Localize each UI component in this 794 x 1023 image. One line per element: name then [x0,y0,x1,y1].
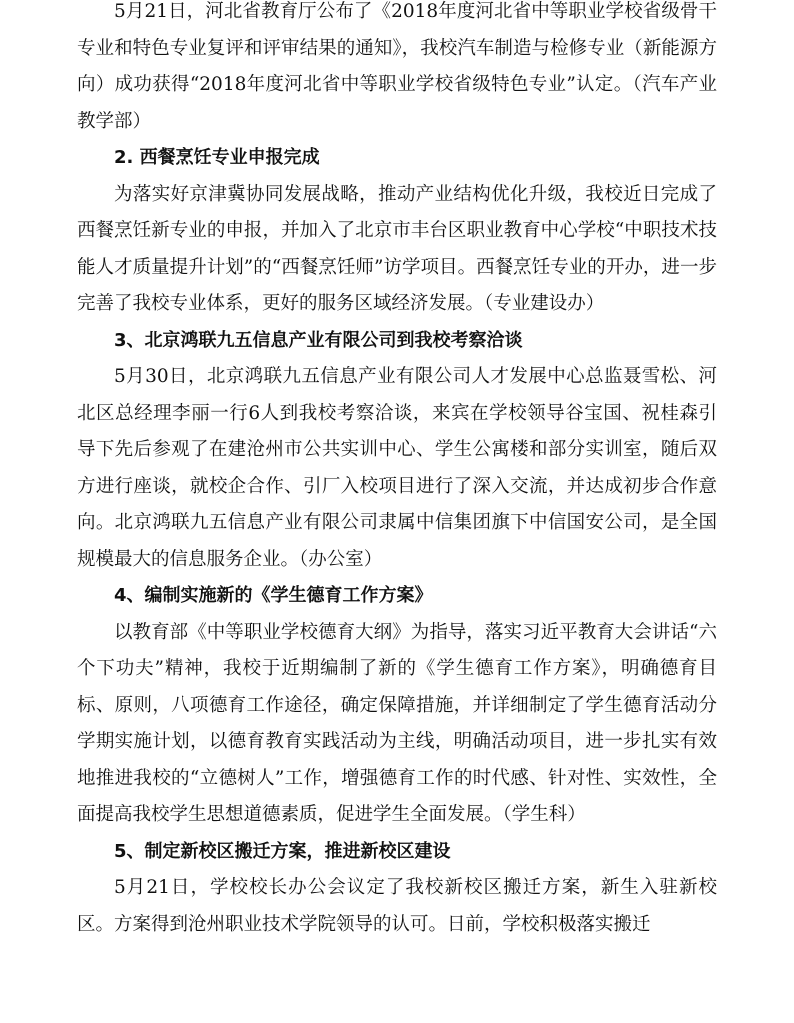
heading-honglian-visit: 3、北京鸿联九五信息产业有限公司到我校考察洽谈 [114,329,523,351]
paragraph-western-cuisine: 为落实好京津冀协同发展战略，推动产业结构优化升级，我校近日完成了西餐烹饪新专业的申报，并加入了北京市丰台区职业教育中心学校“中职技术技能人才质量提升计划”的“西餐烹饪师”访学项目。西餐烹饪专业的开办，进一步完善了我校专业体系，更好的服务区域经济发展。（专业建设办） [77,183,717,314]
heading-moral-education-plan: 4、编制实施新的《学生德育工作方案》 [114,585,433,606]
heading-western-cuisine: 2. 西餐烹饪专业申报完成 [114,147,320,168]
paragraph-new-campus-relocation: 5月21日，学校校长办公会议定了我校新校区搬迁方案，新生入驻新校区。方案得到沧州职业技术学院领导的认可。日前，学校积极落实搬迁 [77,877,717,935]
document-page [77,0,717,943]
paragraph-moral-education-plan: 以教育部《中等职业学校德育大纲》为指导，落实习近平教育大会讲话“六个下功夫”精神，我校于近期编制了新的《学生德育工作方案》，明确德育目标、原则，八项德育工作途径，确定保障措施，并详细制定了学生德育活动分学期实施计划，以德育教育实践活动为主线，明确活动项目，进一步扎实有效地推进我校的“立德树人”工作，增强德育工作的时代感、针对性、实效性，全面提高我校学生思想道德素质，促进学生全面发展。（学生科） [77,621,717,825]
heading-new-campus-relocation: 5、制定新校区搬迁方案，推进新校区建设 [114,840,451,862]
paragraph-honglian-visit: 5月30日，北京鸿联九五信息产业有限公司人才发展中心总监聂雪松、河北区总经理李丽一行6人到我校考察洽谈，来宾在学校领导谷宝国、祝桂森引导下先后参观了在建沧州市公共实训中心、学生公寓楼和部分实训室，随后双方进行座谈，就校企合作、引厂入校项目进行了深入交流，并达成初步合作意向。北京鸿联九五信息产业有限公司隶属中信集团旗下中信国安公司，是全国规模最大的信息服务企业。（办公室） [77,366,717,570]
paragraph-auto-specialty-award: 5月21日，河北省教育厅公布了《2018年度河北省中等职业学校省级骨干专业和特色专业复评和评审结果的通知》，我校汽车制造与检修专业（新能源方向）成功获得“2018年度河北省中等职业学校省级特色专业”认定。（汽车产业教学部） [77,1,717,132]
